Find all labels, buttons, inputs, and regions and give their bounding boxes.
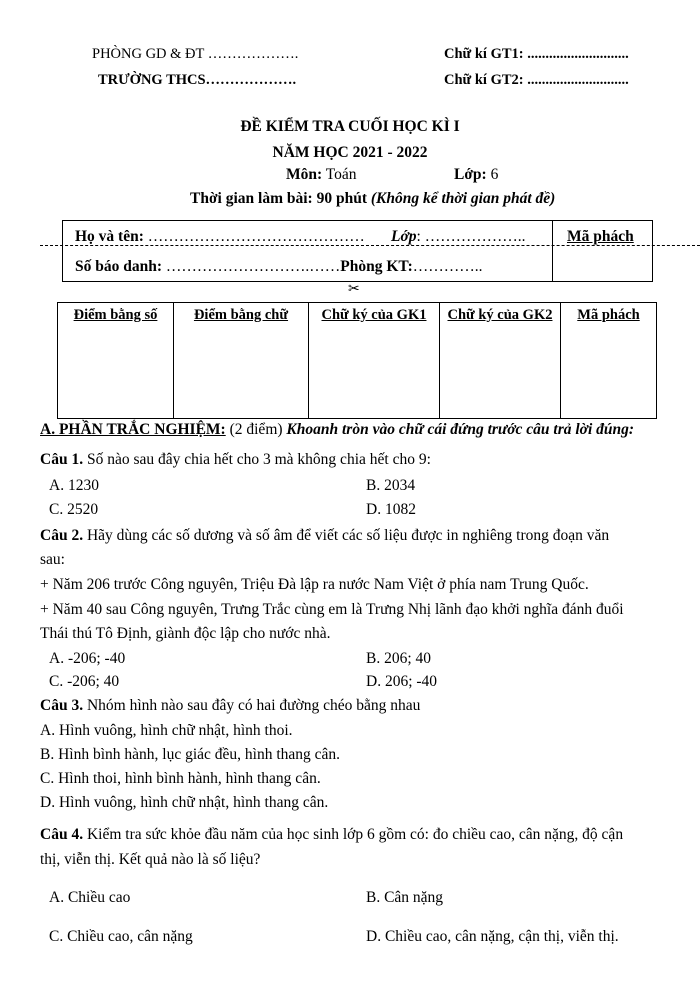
class-dots: : ……………….. bbox=[416, 228, 526, 245]
q1-label: Câu 1. bbox=[40, 451, 84, 468]
exam-title: ĐỀ KIỂM TRA CUỐI HỌC KÌ I bbox=[240, 118, 460, 135]
q2-option-b[interactable]: B. 206; 40 bbox=[366, 650, 432, 667]
q1-option-b[interactable]: B. 2034 bbox=[366, 477, 416, 494]
q2-option-c[interactable]: C. -206; 40 bbox=[49, 673, 120, 690]
sbd-dots: ……………………….…… bbox=[165, 258, 341, 275]
q2-text1: Hãy dùng các số dương và số âm để viết các số liệu được in nghiêng trong đoạn văn bbox=[83, 527, 610, 544]
q1-text: Số nào sau đây chia hết cho 3 mà không chia hết cho 9: bbox=[83, 451, 431, 468]
section-a-heading bbox=[40, 421, 634, 439]
grade-value: 6 bbox=[486, 166, 499, 183]
section-a-instruction: Khoanh tròn vào chữ cái đứng trước câu trả lời đúng: bbox=[286, 421, 635, 438]
grader1-signature-header: Chữ ký của GK1 bbox=[309, 303, 440, 419]
grade-line bbox=[454, 166, 498, 184]
room-dots: ………….. bbox=[412, 258, 483, 275]
q4-option-d[interactable]: D. Chiều cao, cân nặng, cận thị, viễn thị. bbox=[366, 928, 619, 945]
q2-line5: Thái thú Tô Định, giành độc lập cho nước nhà. bbox=[40, 625, 331, 642]
room-label: Phòng KT: bbox=[340, 258, 413, 275]
q3-option-a[interactable]: A. Hình vuông, hình chữ nhật, hình thoi. bbox=[40, 722, 293, 739]
q4-label: Câu 4. bbox=[40, 826, 84, 843]
subject-line bbox=[286, 166, 357, 184]
q3-option-c[interactable]: C. Hình thoi, hình bình hành, hình thang cân. bbox=[40, 770, 321, 787]
q4-option-c[interactable]: C. Chiều cao, cân nặng bbox=[49, 928, 193, 945]
q4-text2: thị, viễn thị. Kết quả nào là số liệu? bbox=[40, 851, 261, 868]
q2-option-a[interactable]: A. -206; -40 bbox=[49, 650, 126, 667]
q4-option-b[interactable]: B. Cân nặng bbox=[366, 889, 444, 906]
q3-option-b[interactable]: B. Hình bình hành, lục giác đều, hình thang cân. bbox=[40, 746, 341, 763]
time-label: Thời gian làm bài: 90 phút bbox=[190, 190, 371, 207]
q1-option-c[interactable]: C. 2520 bbox=[49, 501, 99, 518]
q2-option-d[interactable]: D. 206; -40 bbox=[366, 673, 438, 690]
school-year: NĂM HỌC 2021 - 2022 bbox=[272, 144, 428, 161]
section-a-points: (2 điểm) bbox=[225, 421, 287, 438]
score-table bbox=[57, 302, 657, 419]
code-label-top: Mã phách bbox=[567, 228, 634, 245]
scissors-icon: ✂ bbox=[348, 282, 360, 297]
proctor-signature-2: Chữ kí GT2: ............................ bbox=[444, 72, 629, 88]
question-4 bbox=[40, 826, 623, 844]
question-3 bbox=[40, 697, 420, 715]
school-department: PHÒNG GD & ĐT ………………. bbox=[92, 46, 299, 62]
subject-label: Môn: bbox=[286, 166, 323, 183]
q2-line3: + Năm 206 trước Công nguyên, Triệu Đà lập ra nước Nam Việt ở phía nam Trung Quốc. bbox=[40, 576, 589, 593]
q3-text: Nhóm hình nào sau đây có hai đường chéo bằng nhau bbox=[83, 697, 421, 714]
q4-text1: Kiểm tra sức khỏe đầu năm của học sinh lớp 6 gồm có: đo chiều cao, cân nặng, độ cận bbox=[83, 826, 624, 843]
q1-option-a[interactable]: A. 1230 bbox=[49, 477, 99, 494]
sbd-field[interactable] bbox=[75, 258, 483, 276]
score-words-header: Điểm bằng chữ bbox=[174, 303, 309, 419]
proctor-signature-1: Chữ kí GT1: ............................ bbox=[444, 46, 629, 62]
sbd-label: Số báo danh: bbox=[75, 258, 166, 275]
score-number-header: Điểm bằng số bbox=[58, 303, 174, 419]
q2-label: Câu 2. bbox=[40, 527, 84, 544]
time-note: (Không kể thời gian phát đề) bbox=[370, 190, 556, 207]
name-dots: …………………………………… bbox=[147, 228, 365, 245]
name-field[interactable] bbox=[75, 228, 365, 246]
grade-label: Lớp: bbox=[454, 166, 487, 183]
section-a-label: A. PHẦN TRẮC NGHIỆM: bbox=[40, 421, 226, 438]
subject-value: Toán bbox=[322, 166, 357, 183]
q1-option-d[interactable]: D. 1082 bbox=[366, 501, 416, 518]
class-field[interactable] bbox=[391, 228, 525, 246]
code-header: Mã phách bbox=[561, 303, 657, 419]
q2-line4: + Năm 40 sau Công nguyên, Trưng Trắc cùng em là Trưng Nhị lãnh đạo khởi nghĩa đánh đuổi bbox=[40, 601, 624, 618]
time-line bbox=[190, 190, 555, 208]
class-label: Lớp bbox=[391, 228, 417, 245]
q3-option-d[interactable]: D. Hình vuông, hình chữ nhật, hình thang cân. bbox=[40, 794, 329, 811]
box-divider bbox=[552, 221, 553, 281]
grader2-signature-header: Chữ ký của GK2 bbox=[440, 303, 561, 419]
question-2 bbox=[40, 527, 609, 545]
question-1 bbox=[40, 451, 431, 469]
name-label: Họ và tên: bbox=[75, 228, 148, 245]
q4-option-a[interactable]: A. Chiều cao bbox=[49, 889, 131, 906]
q3-label: Câu 3. bbox=[40, 697, 84, 714]
q2-text2: sau: bbox=[40, 551, 65, 568]
school-name: TRƯỜNG THCS………………. bbox=[98, 72, 297, 88]
